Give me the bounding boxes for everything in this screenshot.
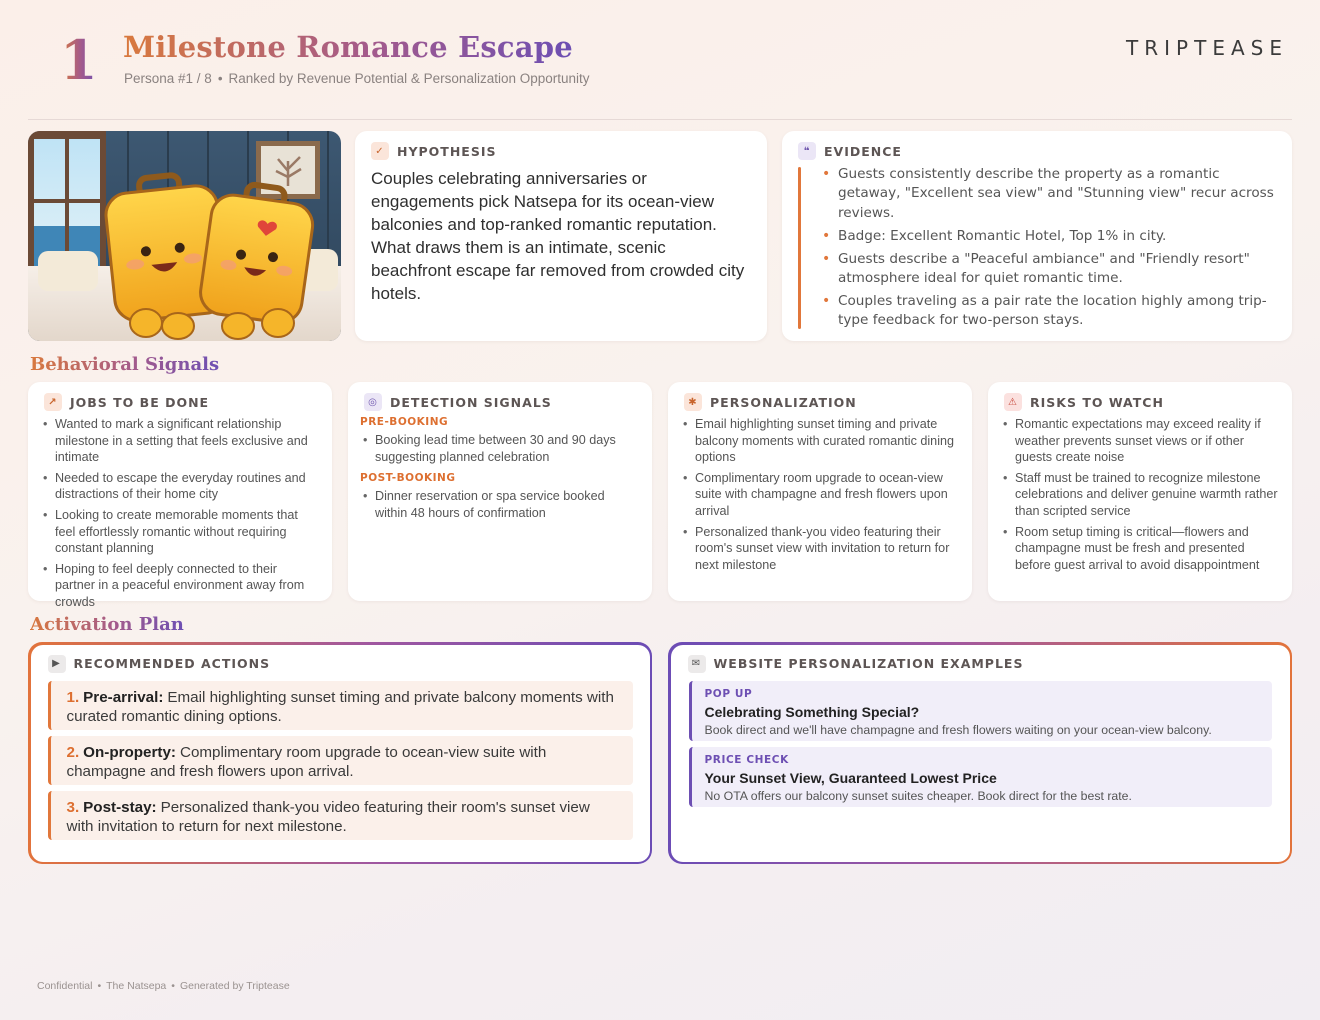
- personalization-item: • Personalized thank-you video featuring their room's sunset view with invitation to return for next milestone: [682, 524, 960, 574]
- personalization-label: PERSONALIZATION: [710, 394, 857, 410]
- example-price-check: [689, 747, 1272, 807]
- page-header: [28, 0, 1292, 120]
- play-icon: ▶: [48, 655, 66, 673]
- warning-icon: ⚠: [1004, 393, 1022, 411]
- example-body: Book direct and we'll have champagne and fresh flowers waiting on your ocean-view balcony.: [704, 722, 1212, 737]
- jobs-item: • Looking to create memorable moments that feel effortlessly romantic without requiring constant planning: [42, 507, 320, 557]
- hypothesis-label: HYPOTHESIS: [397, 143, 497, 159]
- action-item-pre-arrival: [48, 681, 633, 730]
- personalization-card: [668, 382, 972, 601]
- personalization-item: • Complimentary room upgrade to ocean-view suite with champagne and fresh flowers upon arrival: [682, 470, 960, 520]
- website-examples-title: [688, 655, 1024, 673]
- risks-item: • Staff must be trained to recognize milestone celebrations and deliver genuine warmth rather than scripted service: [1002, 470, 1280, 520]
- detection-title: [364, 393, 552, 411]
- evidence-label: EVIDENCE: [824, 143, 902, 159]
- example-headline: Celebrating Something Special?: [704, 703, 920, 720]
- action-item-on-property: [48, 736, 633, 785]
- action-number: 3.: [66, 798, 80, 816]
- separator-dot: •: [217, 71, 223, 86]
- action-text: Complimentary room upgrade to ocean-view suite with champagne and fresh flowers upon arrival.: [66, 743, 547, 780]
- risks-list: [1002, 416, 1280, 577]
- post-booking-list: [362, 488, 640, 525]
- persona-rank: 1: [60, 28, 98, 92]
- ranking-note: Ranked by Revenue Potential & Personalization Opportunity: [228, 71, 590, 86]
- jobs-title: [44, 393, 209, 411]
- example-headline: Your Sunset View, Guaranteed Lowest Price: [704, 769, 997, 786]
- activation-section-title: Activation Plan: [30, 614, 184, 635]
- website-examples-body: [671, 645, 1290, 862]
- risks-item: • Room setup timing is critical—flowers and champagne must be fresh and presented before guest arrival to avoid disappointment: [1002, 524, 1280, 574]
- quote-icon: ❝: [798, 142, 816, 160]
- pre-booking-list: [362, 432, 640, 469]
- jobs-item: • Wanted to mark a significant relationship milestone in a setting that feels exclusive and intimate: [42, 416, 320, 466]
- jobs-card: [28, 382, 332, 609]
- risks-item: • Romantic expectations may exceed reality if weather prevents sunset views or if other guests create noise: [1002, 416, 1280, 466]
- evidence-list: [822, 165, 1276, 334]
- hypothesis-card: [355, 131, 767, 341]
- example-popup: [689, 681, 1272, 741]
- evidence-item: • Couples traveling as a pair rate the location highly among trip-type feedback for two-person stays.: [822, 292, 1276, 331]
- detection-label: DETECTION SIGNALS: [390, 394, 552, 410]
- website-examples-card: [668, 642, 1292, 864]
- persona-count: Persona #1 / 8: [124, 71, 212, 86]
- evidence-accent-bar: [798, 167, 801, 329]
- separator-dot: •: [171, 980, 175, 992]
- footer-property: The Natsepa: [106, 980, 167, 992]
- post-booking-label: POST-BOOKING: [360, 472, 456, 484]
- action-label: Pre-arrival:: [83, 688, 164, 706]
- example-type: PRICE CHECK: [704, 753, 789, 766]
- jobs-item: • Hoping to feel deeply connected to their partner in a peaceful environment away from crowds: [42, 561, 320, 611]
- action-item-post-stay: [48, 791, 633, 840]
- hypothesis-text: Couples celebrating anniversaries or engagements pick Natsepa for its ocean-view balconies and top-ranked romantic reputation. What draws them is an intimate, scenic beachfront escape far removed from crowded city hotels.: [371, 169, 745, 303]
- jobs-label: JOBS TO BE DONE: [70, 394, 210, 410]
- jobs-list: [42, 416, 320, 615]
- target-icon: ◎: [364, 393, 382, 411]
- page-footer: [37, 980, 290, 992]
- arrow-up-right-icon: ↗: [44, 393, 62, 411]
- separator-dot: •: [97, 980, 102, 992]
- jobs-item: • Needed to escape the everyday routines and distractions of their home city: [42, 470, 320, 503]
- pre-booking-label: PRE-BOOKING: [360, 416, 449, 428]
- recommended-actions-title: [48, 655, 271, 673]
- recommended-actions-body: [31, 645, 650, 862]
- detection-item: • Booking lead time between 30 and 90 days suggesting planned celebration: [362, 432, 640, 465]
- action-label: Post-stay:: [83, 798, 157, 816]
- action-label: On-property:: [83, 743, 176, 761]
- evidence-item: • Guests consistently describe the property as a romantic getaway, "Excellent sea view" and "Stunning view" recur across reviews.: [822, 165, 1276, 223]
- example-type: POP UP: [704, 687, 753, 700]
- evidence-card: [782, 131, 1292, 341]
- check-icon: ✓: [371, 142, 389, 160]
- example-body: No OTA offers our balcony sunset suites cheaper. Book direct for the best rate.: [704, 788, 1132, 803]
- footer-generated: Generated by Triptease: [179, 980, 290, 992]
- risks-card: [988, 382, 1292, 601]
- page-subtitle: [124, 71, 590, 86]
- recommended-actions-label: RECOMMENDED ACTIONS: [73, 656, 271, 671]
- behavioral-section-title: Behavioral Signals: [30, 354, 220, 375]
- hypothesis-title: [371, 142, 496, 160]
- detection-item: • Dinner reservation or spa service booked within 48 hours of confirmation: [362, 488, 640, 521]
- recommended-actions-card: [28, 642, 652, 864]
- personalization-item: • Email highlighting sunset timing and private balcony moments with curated romantic dining options: [682, 416, 960, 466]
- action-text: Personalized thank-you video featuring their room's sunset view with invitation to return for next milestone.: [66, 798, 590, 835]
- page-title: Milestone Romance Escape: [123, 30, 573, 64]
- evidence-item: • Guests describe a "Peaceful ambiance" and "Friendly resort" atmosphere ideal for quiet romantic time.: [822, 250, 1276, 289]
- persona-illustration: [28, 131, 341, 341]
- personalization-title: [684, 393, 857, 411]
- website-examples-label: WEBSITE PERSONALIZATION EXAMPLES: [713, 656, 1024, 671]
- risks-label: RISKS TO WATCH: [1030, 394, 1164, 410]
- brand-logo: TRIPTEASE: [1126, 36, 1288, 60]
- evidence-title: [798, 142, 902, 160]
- action-number: 2.: [66, 743, 80, 761]
- detection-card: [348, 382, 652, 601]
- risks-title: [1004, 393, 1164, 411]
- mail-icon: ✉: [688, 655, 706, 673]
- personalization-list: [682, 416, 960, 577]
- action-text: Email highlighting sunset timing and private balcony moments with curated romantic dining options.: [66, 688, 614, 725]
- footer-confidential: Confidential: [37, 980, 93, 992]
- sparkle-icon: ✱: [684, 393, 702, 411]
- evidence-item: • Badge: Excellent Romantic Hotel, Top 1% in city.: [822, 227, 1276, 246]
- action-number: 1.: [66, 688, 80, 706]
